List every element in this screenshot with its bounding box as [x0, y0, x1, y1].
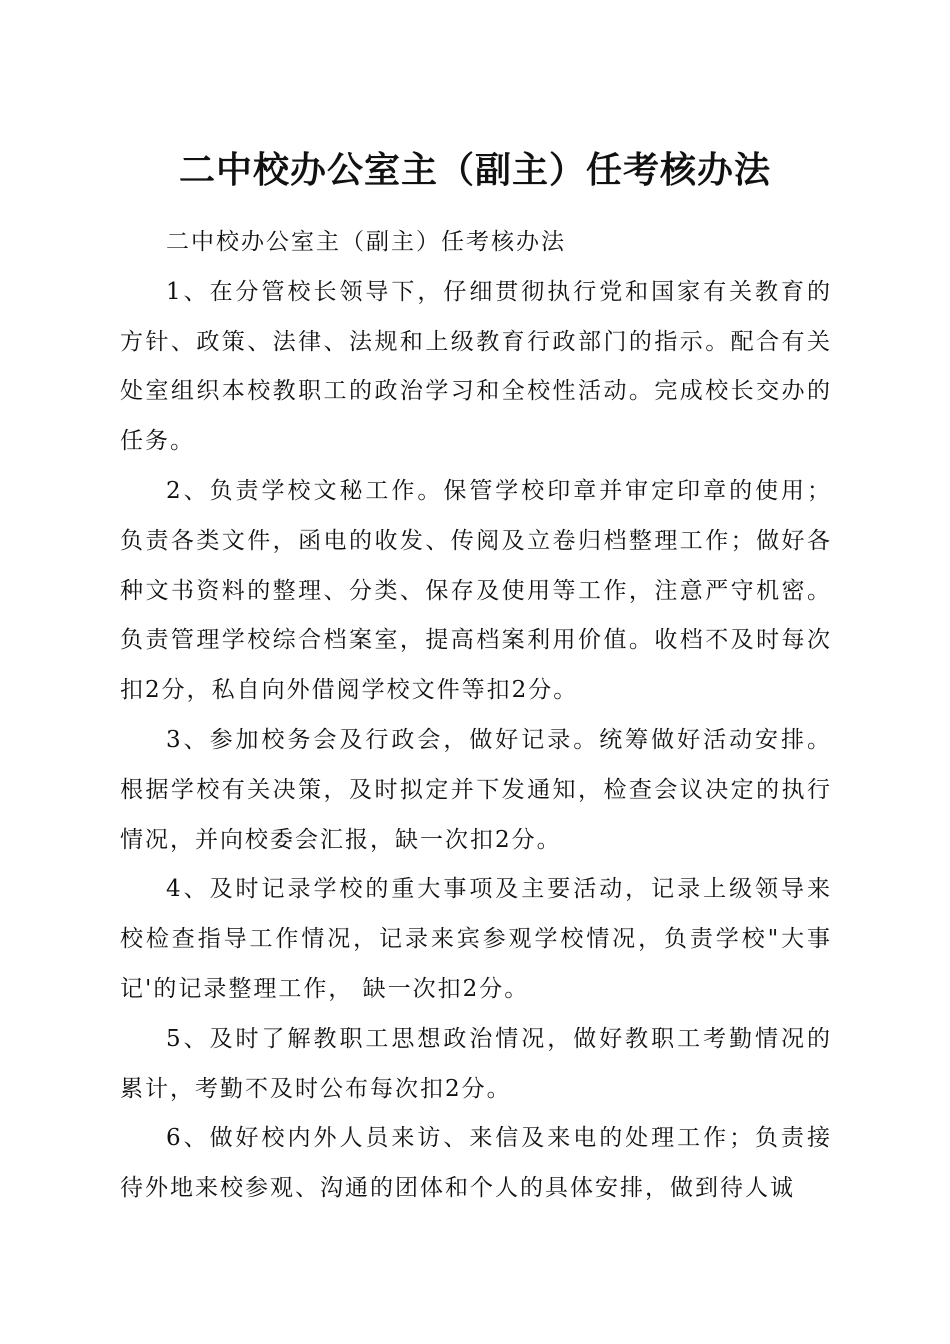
paragraph-5: 5、及时了解教职工思想政治情况，做好教职工考勤情况的累计，考勤不及时公布每次扣2分。: [120, 1025, 832, 1102]
paragraph-6: 6、做好校内外人员来访、来信及来电的处理工作；负责接待外地来校参观、沟通的团体和个人的具体安排，做到待人诚: [120, 1125, 832, 1202]
paragraph-2: 2、负责学校文秘工作。保管学校印章并审定印章的使用；负责各类文件，函电的收发、传阅及立卷归档整理工作；做好各种文书资料的整理、分类、保存及使用等工作，注意严守机密。负责管理学校综合档案室，提高档案利用价值。收档不及时每次扣2分，私自向外借阅学校文件等扣2分。: [120, 477, 832, 704]
paragraph-1: 1、在分管校长领导下，仔细贯彻执行党和国家有关教育的方针、政策、法律、法规和上级教育行政部门的指示。配合有关处室组织本校教职工的政治学习和全校性活动。完成校长交办的任务。: [120, 278, 832, 455]
paragraph-3: 3、参加校务会及行政会，做好记录。统筹做好活动安排。根据学校有关决策，及时拟定并下发通知，检查会议决定的执行情况，并向校委会汇报，缺一次扣2分。: [120, 726, 832, 853]
document-title: 二中校办公室主（副主）任考核办法: [178, 149, 771, 191]
document-body: [120, 218, 832, 1214]
document-subtitle: 二中校办公室主（副主）任考核办法: [166, 229, 566, 255]
paragraph-4: 4、及时记录学校的重大事项及主要活动，记录上级领导来校检查指导工作情况，记录来宾参观学校情况，负责学校"大事记'的记录整理工作， 缺一次扣2分。: [120, 876, 832, 1002]
